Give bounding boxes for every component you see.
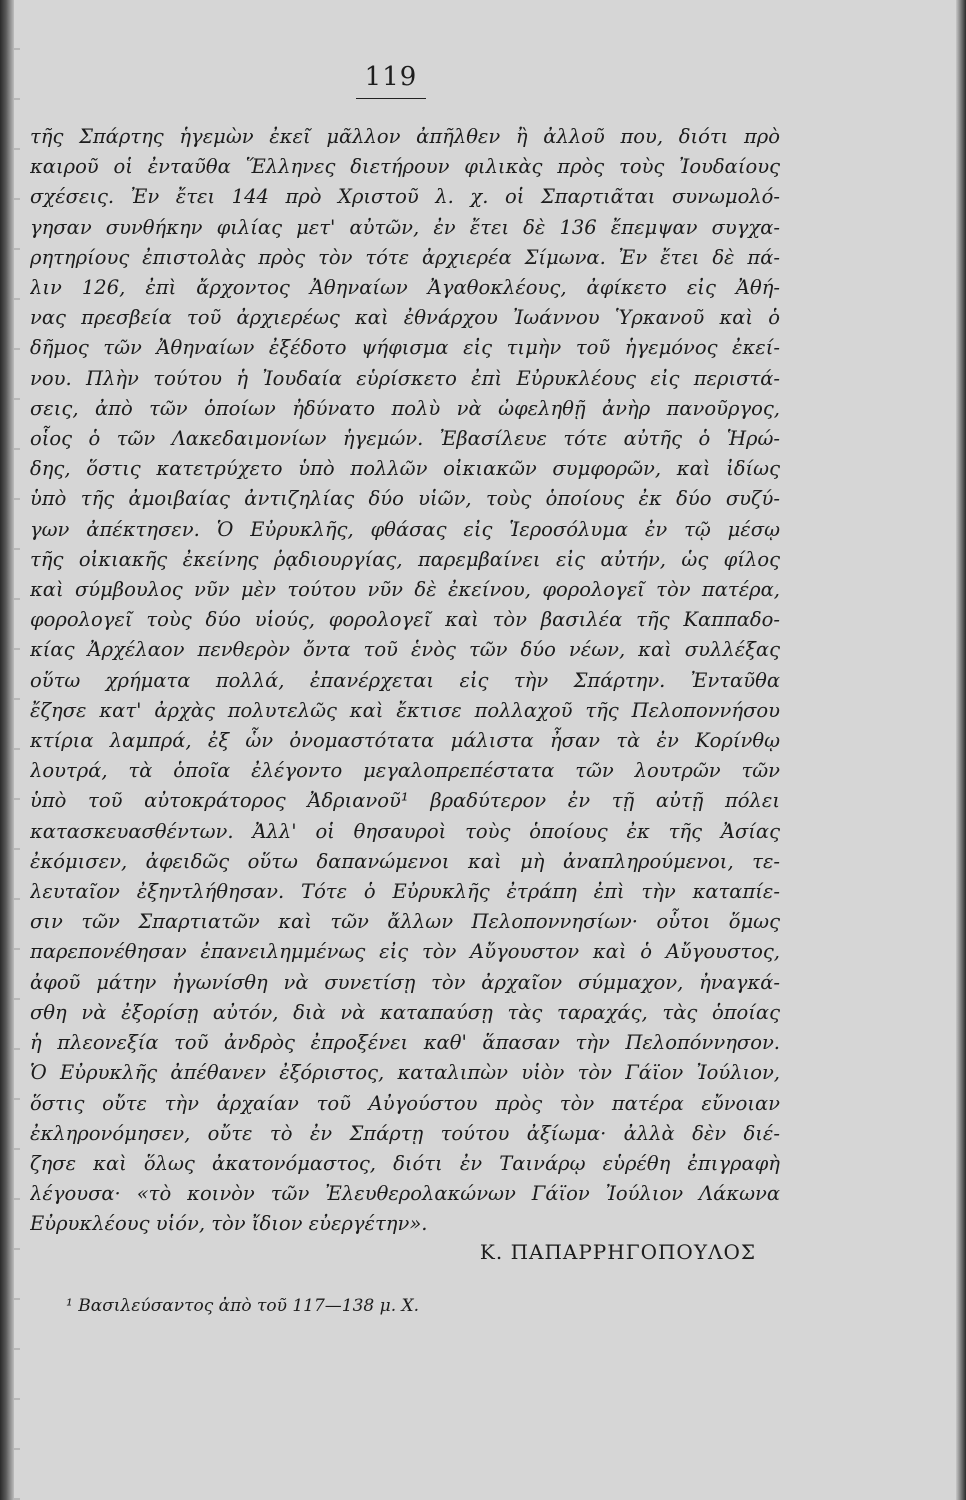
text-line: γησαν συνθήκην φιλίας μετ' αὐτῶν, ἐν ἔτει δὲ 136 ἔπεμψαν συγχα- [30, 215, 780, 239]
text-line: ὑπὸ τοῦ αὐτοκράτορος Ἀδριανοῦ¹ βραδύτερον ἐν τῇ αὐτῇ πόλει [30, 789, 780, 813]
text-line: κατασκευασθέντων. Ἀλλ' οἱ θησαυροὶ τοὺς ὁποίους ἐκ τῆς Ἀσίας [30, 819, 780, 843]
binding-marks [14, 0, 20, 1500]
page-right-edge [956, 0, 966, 1500]
page-number-rule [356, 98, 426, 99]
text-line: τῆς οἰκιακῆς ἐκείνης ῥᾳδιουργίας, παρεμβαίνει εἰς αὐτήν, ὡς φίλος [30, 547, 780, 571]
text-line: ὅστις οὔτε τὴν ἀρχαίαν τοῦ Αὐγούστου πρὸς τὸν πατέρα εὔνοιαν [30, 1091, 780, 1115]
page-left-edge [0, 0, 14, 1500]
text-line: ἡ πλεονεξία τοῦ ἀνδρὸς ἐπροξένει καθ' ἅπασαν τὴν Πελοπόννησον. [30, 1031, 780, 1055]
text-line: κίας Ἀρχέλαον πενθερὸν ὄντα τοῦ ἑνὸς τῶν δύο νέων, καὶ συλλέξας [30, 638, 780, 662]
body-text [30, 122, 780, 1240]
text-line: σιν τῶν Σπαρτιατῶν καὶ τῶν ἄλλων Πελοποννησίων· οὗτοι ὅμως [30, 910, 780, 934]
text-line: λευταῖον ἐξηντλήθησαν. Τότε ὁ Εὐρυκλῆς ἐτράπη ἐπὶ τὴν καταπίε- [30, 880, 780, 904]
page-number: 119 [364, 62, 418, 92]
text-line: τῆς Σπάρτης ἡγεμὼν ἐκεῖ μᾶλλον ἀπῆλθεν ἢ ἀλλοῦ που, διότι πρὸ [30, 125, 780, 148]
text-line: Εὐρυκλέους υἱόν, τὸν ἴδιον εὐεργέτην». [30, 1212, 428, 1236]
text-line: παρεπονέθησαν ἐπανειλημμένως εἰς τὸν Αὔγουστον καὶ ὁ Αὔγουστος, [30, 940, 780, 964]
text-line: σεις, ἀπὸ τῶν ὁποίων ἠδύνατο πολὺ νὰ ὠφεληθῇ ἀνὴρ πανοῦργος, [30, 396, 780, 420]
text-line: νας πρεσβεία τοῦ ἀρχιερέως καὶ ἐθνάρχου Ἰωάννου Ὑρκανοῦ καὶ ὁ [30, 306, 780, 330]
text-line: ἐκληρονόμησεν, οὔτε τὸ ἐν Σπάρτῃ τούτου ἀξίωμα· ἀλλὰ δὲν διέ- [30, 1121, 780, 1145]
text-line: καιροῦ οἱ ἐνταῦθα Ἕλληνες διετήρουν φιλικὰς πρὸς τοὺς Ἰουδαίους [30, 155, 780, 179]
text-line: δῆμος τῶν Ἀθηναίων ἐξέδοτο ψήφισμα εἰς τιμὴν τοῦ ἡγεμόνος ἐκεί- [30, 336, 780, 360]
footnote: ¹ Βασιλεύσαντος ἀπὸ τοῦ 117—138 μ. Χ. [66, 1296, 420, 1316]
text-line: κτίρια λαμπρά, ἐξ ὧν ὀνομαστότατα μάλιστα ἦσαν τὰ ἐν Κορίνθῳ [30, 729, 780, 753]
text-line: οἷος ὁ τῶν Λακεδαιμονίων ἡγεμών. Ἐβασίλευε τότε αὐτῆς ὁ Ἡρώ- [30, 427, 780, 451]
text-line: δης, ὅστις κατετρύχετο ὑπὸ πολλῶν οἰκιακῶν συμφορῶν, καὶ ἰδίως [30, 457, 780, 481]
text-line: λιν 126, ἐπὶ ἄρχοντος Ἀθηναίων Ἀγαθοκλέους, ἀφίκετο εἰς Ἀθή- [30, 276, 780, 300]
text-line: γων ἀπέκτησεν. Ὁ Εὐρυκλῆς, φθάσας εἰς Ἱεροσόλυμα ἐν τῷ μέσῳ [30, 517, 780, 541]
text-line: ζησε καὶ ὅλως ἀκατονόμαστος, διότι ἐν Ταινάρῳ εὑρέθη ἐπιγραφὴ [30, 1151, 780, 1175]
text-line: ρητηρίους ἐπιστολὰς πρὸς τὸν τότε ἀρχιερέα Σίμωνα. Ἐν ἔτει δὲ πά- [30, 245, 780, 269]
text-line: ἐκόμισεν, ἀφειδῶς οὕτω δαπανώμενοι καὶ μὴ ἀναπληρούμενοι, τε- [30, 849, 780, 873]
text-line: σχέσεις. Ἐν ἔτει 144 πρὸ Χριστοῦ λ. χ. οἱ Σπαρτιᾶται συνωμολό- [30, 185, 780, 209]
author-signature: Κ. ΠΑΠΑΡΡΗΓΟΠΟΥΛΟΣ [479, 1240, 756, 1264]
text-line: νου. Πλὴν τούτου ἡ Ἰουδαία εὑρίσκετο ἐπὶ Εὐρυκλέους εἰς περιστά- [30, 366, 780, 390]
text-line: Ὁ Εὐρυκλῆς ἀπέθανεν ἐξόριστος, καταλιπὼν υἱὸν τὸν Γάϊον Ἰούλιον, [30, 1061, 780, 1085]
text-line: ἔζησε κατ' ἀρχὰς πολυτελῶς καὶ ἔκτισε πολλαχοῦ τῆς Πελοποννήσου [30, 698, 780, 722]
text-line: σθη νὰ ἐξορίσῃ αὐτόν, διὰ νὰ καταπαύσῃ τὰς ταραχάς, τὰς ὁποίας [30, 1000, 780, 1024]
text-line: φορολογεῖ τοὺς δύο υἱούς, φορολογεῖ καὶ τὸν βασιλέα τῆς Καππαδο- [30, 608, 780, 632]
text-line: οὕτω χρήματα πολλά, ἐπανέρχεται εἰς τὴν Σπάρτην. Ἐνταῦθα [30, 668, 780, 692]
text-line: λέγουσα· «τὸ κοινὸν τῶν Ἐλευθερολακώνων Γάϊον Ἰούλιον Λάκωνα [30, 1182, 780, 1206]
text-line: ἀφοῦ μάτην ἠγωνίσθη νὰ συνετίσῃ τὸν ἀρχαῖον σύμμαχον, ἠναγκά- [30, 970, 780, 994]
text-line: λουτρά, τὰ ὁποῖα ἐλέγοντο μεγαλοπρεπέστατα τῶν λουτρῶν τῶν [30, 759, 780, 783]
text-line: ὑπὸ τῆς ἀμοιβαίας ἀντιζηλίας δύο υἱῶν, τοὺς ὁποίους ἐκ δύο συζύ- [30, 487, 780, 511]
text-line: καὶ σύμβουλος νῦν μὲν τούτου νῦν δὲ ἐκείνου, φορολογεῖ τὸν πατέρα, [30, 578, 780, 602]
